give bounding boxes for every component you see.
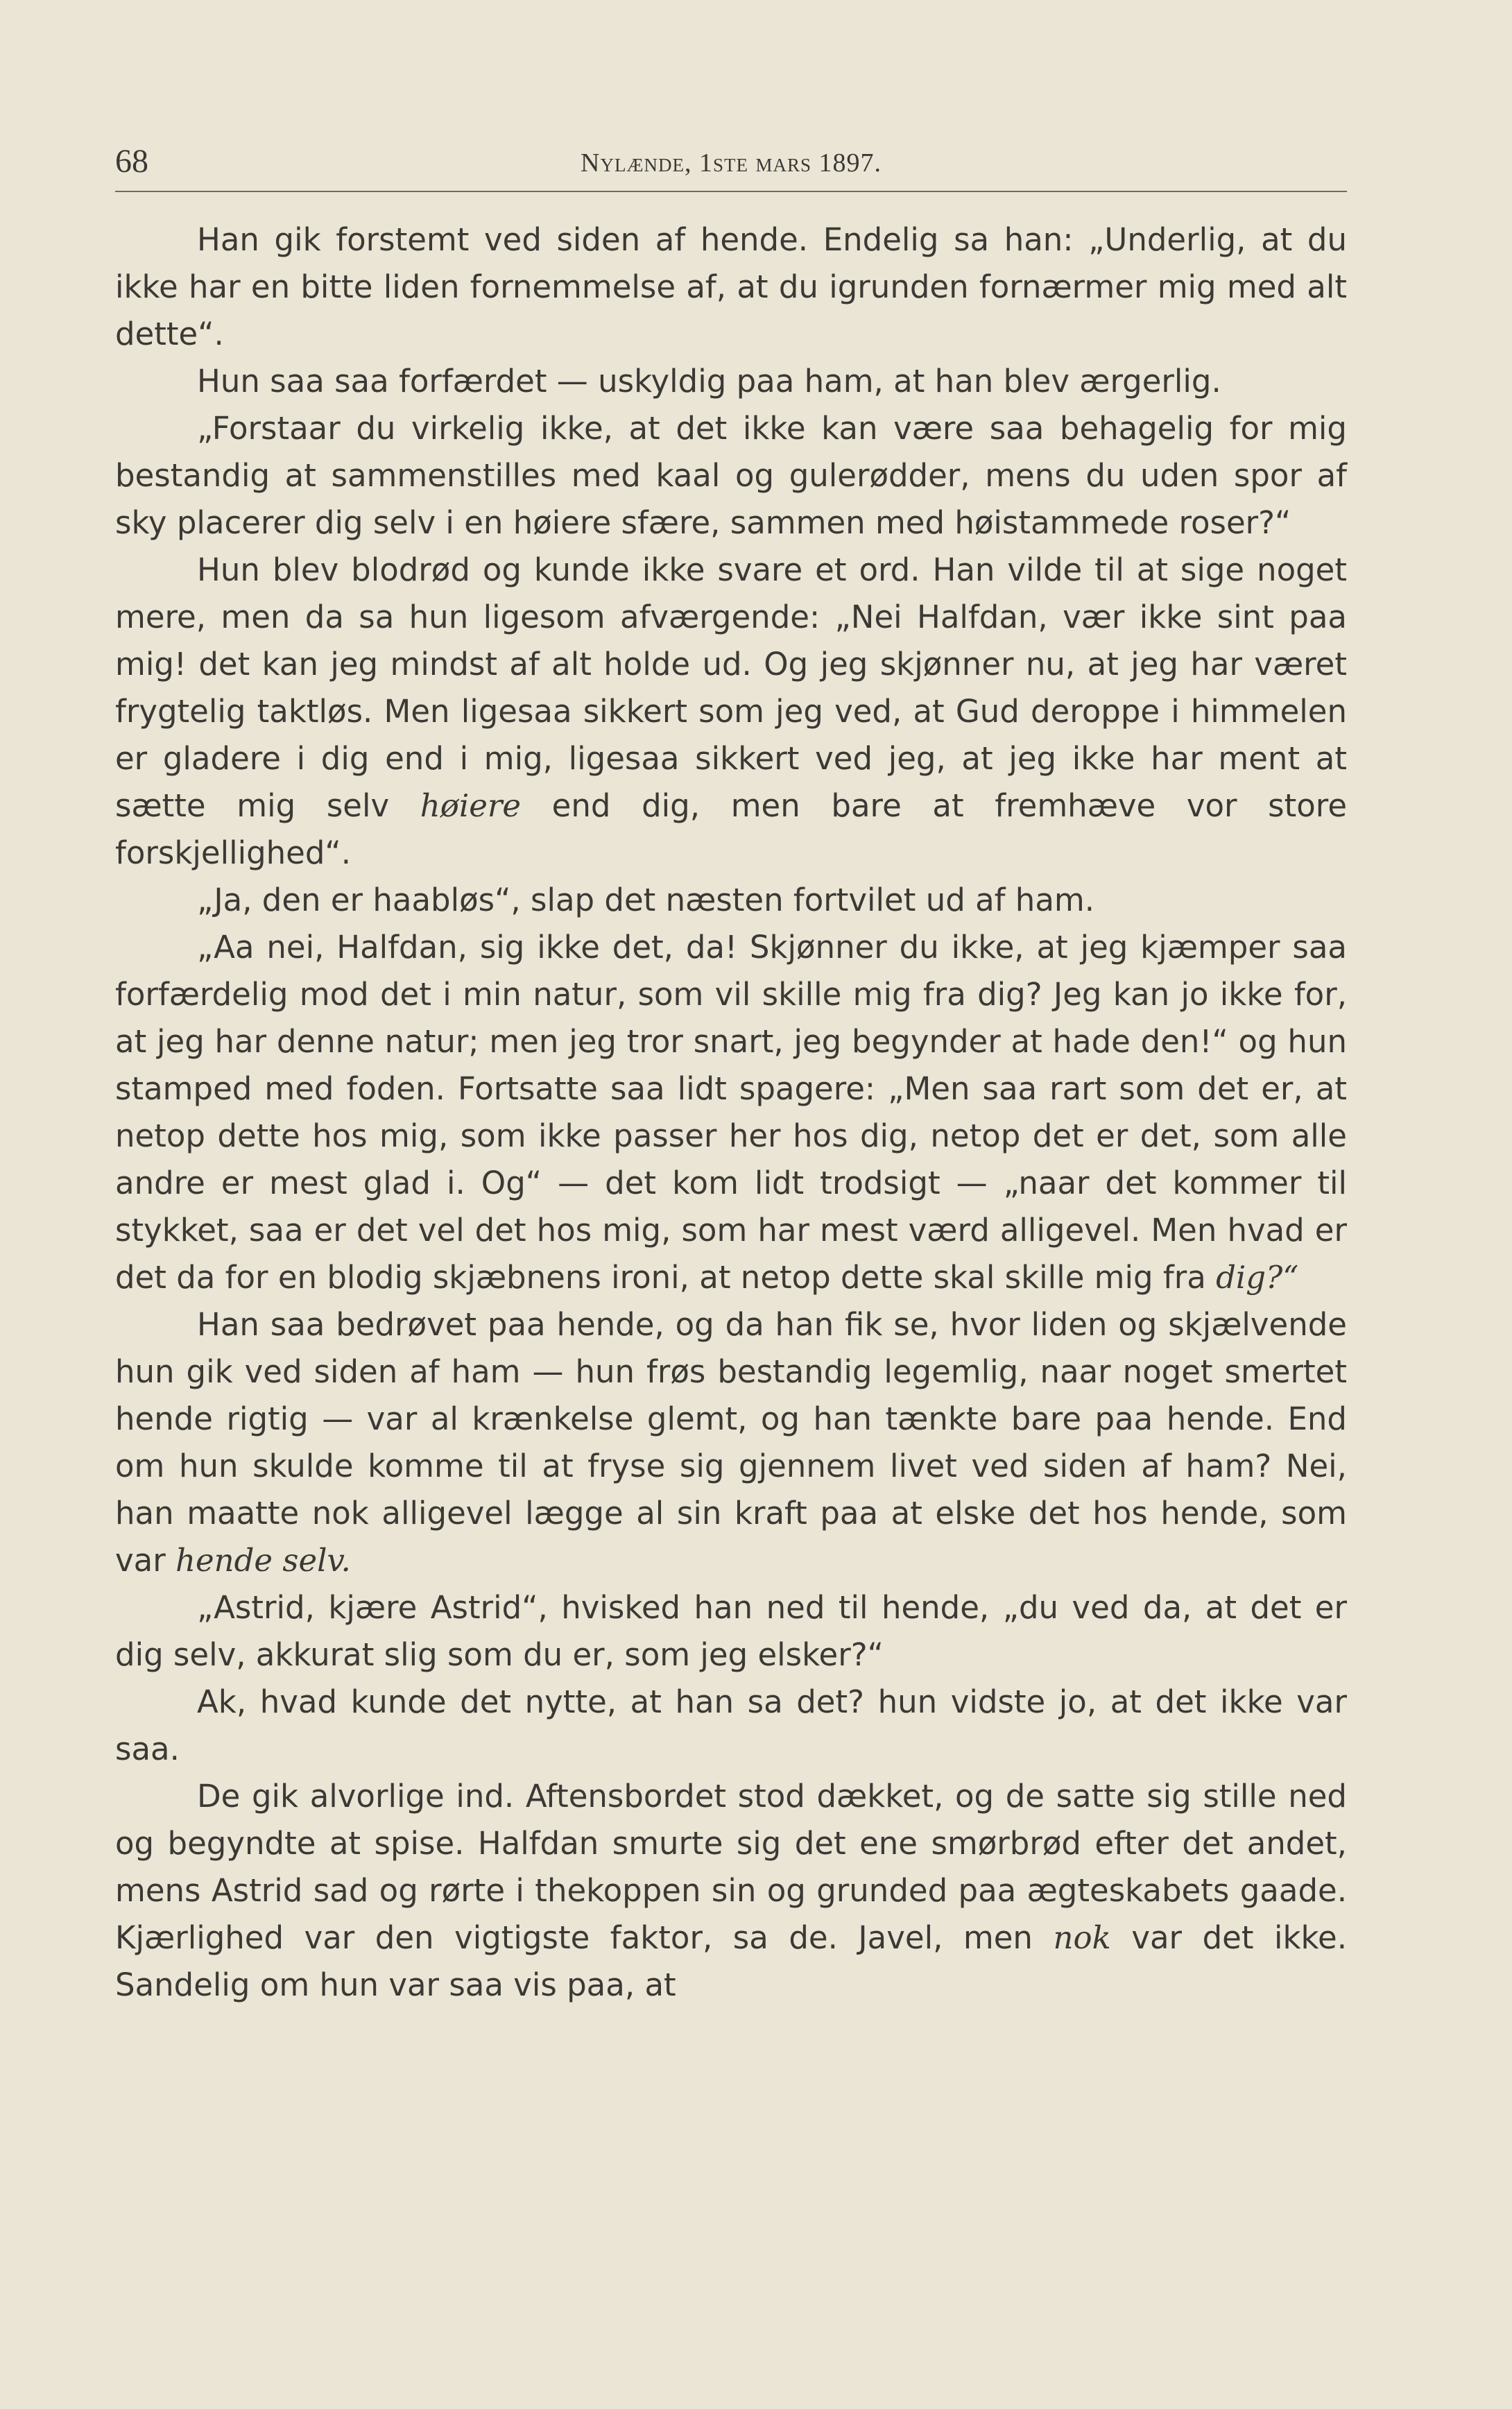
page-header	[115, 135, 1347, 192]
paragraph: „Aa nei, Halfdan, sig ikke det, da! Skjønner du ikke, at jeg kjæmper saa forfærdelig mod det i min natur, som vil skille mig fra dig? Jeg kan jo ikke for, at jeg har denne natur; men jeg tror snart, jeg begynder at hade den!“ og hun stamped med foden. Fortsatte saa lidt spagere: „Men saa rart som det er, at netop dette hos mig, som ikke passer her hos dig, netop det er det, som alle andre er mest glad i. Og“ — det kom lidt trodsigt — „naar det kommer til stykket, saa er det vel det hos mig, som har mest værd alligevel. Men hvad er det da for en blodig skjæbnens ironi, at netop dette skal skille mig fra dig?“	[115, 929, 1347, 1296]
emphasis: hende selv.	[175, 1542, 351, 1579]
paragraph: Han gik forstemt ved siden af hende. Endelig sa han: „Underlig, at du ikke har en bitte liden fornemmelse af, at du igrunden fornærmer mig med alt dette“.	[115, 221, 1347, 352]
paragraph: „Ja, den er haabløs“, slap det næsten fortvilet ud af ham.	[197, 882, 1095, 918]
paragraph: „Astrid, kjære Astrid“, hvisked han ned til hende, „du ved da, at det er dig selv, akkurat slig som du er, som jeg elsker?“	[115, 1589, 1347, 1673]
paragraph: Ak, hvad kunde det nytte, at han sa det? hun vidste jo, at det ikke var saa.	[115, 1683, 1347, 1767]
emphasis: høiere	[420, 787, 522, 824]
paragraph: „Forstaar du virkelig ikke, at det ikke kan være saa behagelig for mig bestandig at sammenstilles med kaal og gulerødder, mens du uden spor af sky placerer dig selv i en høiere sfære, sammen med høistammede roser?“	[115, 410, 1347, 541]
running-head-text: Nylænde, 1ste mars 1897.	[581, 148, 882, 178]
emphasis: dig?“	[1216, 1259, 1299, 1296]
paragraph: Han saa bedrøvet paa hende, og da han fik se, hvor liden og skjælvende hun gik ved siden af ham — hun frøs bestandig legemlig, naar noget smertet hende rigtig — var al krænkelse glemt, og han tænkte bare paa hende. End om hun skulde komme til at fryse sig gjennem livet ved siden af ham? Nei, han maatte nok alligevel lægge al sin kraft paa at elske det hos hende, som var hende selv.	[115, 1306, 1347, 1579]
paragraph: Hun blev blodrød og kunde ikke svare et ord. Han vilde til at sige noget mere, men da sa hun ligesom afværgende: „Nei Halfdan, vær ikke sint paa mig! det kan jeg mindst af alt holde ud. Og jeg skjønner nu, at jeg har været frygtelig taktløs. Men ligesaa sikkert som jeg ved, at Gud deroppe i himmelen er gladere i dig end i mig, ligesaa sikkert ved jeg, at jeg ikke har ment at sætte mig selv høiere end dig, men bare at fremhæve vor store forskjellighed“.	[115, 551, 1347, 871]
emphasis: nok	[1053, 1919, 1111, 1956]
body-text	[115, 216, 1347, 2009]
paragraph: Hun saa saa forfærdet — uskyldig paa ham, at han blev ærgerlig.	[197, 363, 1221, 400]
running-head	[115, 148, 1347, 178]
page-number: 68	[115, 143, 148, 180]
paragraph: De gik alvorlige ind. Aftensbordet stod dækket, og de satte sig stille ned og begyndte at spise. Halfdan smurte sig det ene smørbrød efter det andet, mens Astrid sad og rørte i thekoppen sin og grunded paa ægteskabets gaade. Kjærlighed var den vigtigste faktor, sa de. Javel, men nok var det ikke. Sandelig om hun var saa vis paa, at	[115, 1778, 1347, 2003]
